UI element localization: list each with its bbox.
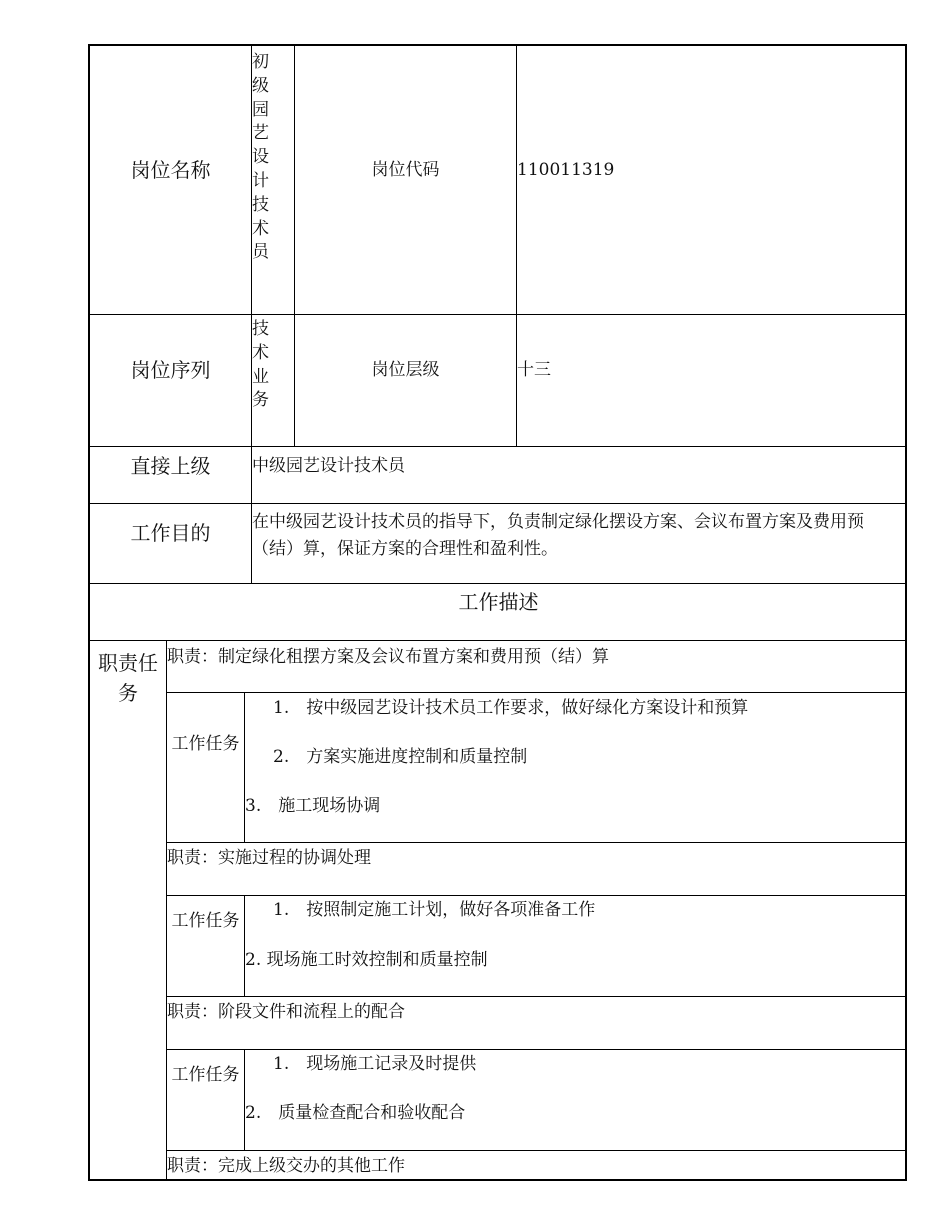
task-1-3: 3. 施工现场协调 (245, 796, 381, 816)
superior-value: 中级园艺设计技术员 (252, 456, 405, 476)
duty-2: 职责：实施过程的协调处理 (167, 848, 371, 868)
col-divider (244, 895, 245, 996)
position-code-value: 110011319 (517, 160, 615, 180)
job-description-table (88, 44, 907, 1181)
sequence-label: 岗位序列 (130, 358, 211, 382)
row-divider (166, 692, 907, 693)
row-divider (90, 503, 907, 504)
row-divider (90, 446, 907, 447)
superior-label: 直接上级 (130, 454, 211, 478)
col-divider (516, 46, 517, 446)
row-divider (166, 842, 907, 843)
task-3-1: 1. 现场施工记录及时提供 (273, 1054, 477, 1074)
col-divider (244, 692, 245, 842)
task-1-1: 1. 按中级园艺设计技术员工作要求，做好绿化方案设计和预算 (273, 698, 749, 718)
row-divider (90, 314, 907, 315)
level-value: 十三 (517, 360, 551, 380)
sequence-value: 技术业务 (252, 319, 269, 411)
duties-label: 职责任务 (98, 651, 158, 705)
task-3-2: 2. 质量检查配合和验收配合 (245, 1103, 466, 1123)
row-divider (90, 583, 907, 584)
section-title: 工作描述 (458, 590, 539, 614)
row-divider (166, 895, 907, 896)
row-divider (166, 996, 907, 997)
row-divider (90, 640, 907, 641)
task-label-1: 工作任务 (171, 734, 240, 754)
task-label-3: 工作任务 (171, 1065, 240, 1085)
row-divider (166, 1150, 907, 1151)
position-name-value: 初级园艺设计技术员 (252, 52, 269, 263)
level-label: 岗位层级 (371, 360, 440, 380)
purpose-value: 在中级园艺设计技术员的指导下，负责制定绿化摆设方案、会议布置方案及费用预（结）算，保证方案的合理性和盈利性。 (252, 512, 864, 559)
position-name-label: 岗位名称 (130, 158, 211, 182)
duty-4: 职责：完成上级交办的其他工作 (167, 1156, 405, 1176)
row-divider (166, 1049, 907, 1050)
col-divider (294, 46, 295, 446)
duty-3: 职责：阶段文件和流程上的配合 (167, 1002, 405, 1022)
col-divider (244, 1049, 245, 1150)
task-1-2: 2. 方案实施进度控制和质量控制 (273, 747, 528, 767)
duty-1: 职责：制定绿化租摆方案及会议布置方案和费用预（结）算 (167, 647, 609, 667)
task-label-2: 工作任务 (171, 911, 240, 931)
task-2-2: 2. 现场施工时效控制和质量控制 (245, 950, 488, 970)
task-2-1: 1. 按照制定施工计划，做好各项准备工作 (273, 900, 596, 920)
purpose-label: 工作目的 (130, 521, 211, 545)
position-code-label: 岗位代码 (371, 160, 440, 180)
